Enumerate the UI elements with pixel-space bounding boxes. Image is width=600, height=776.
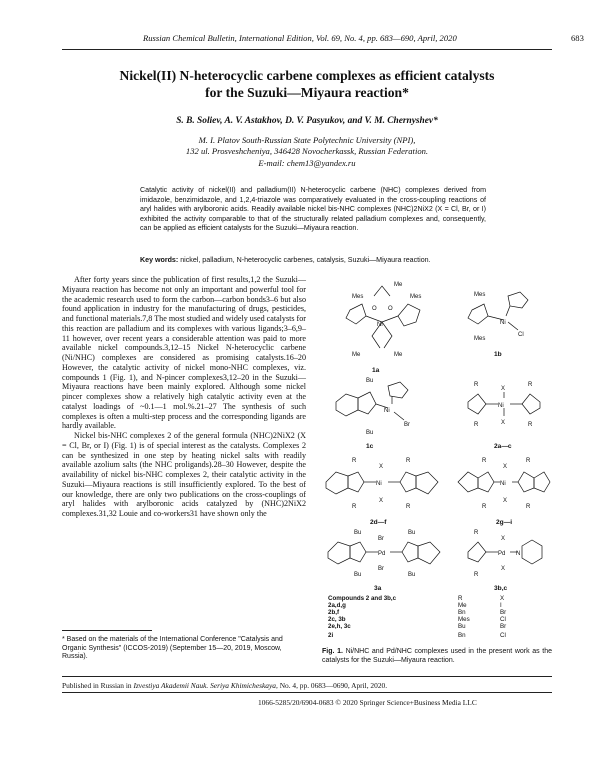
2g-ni: Ni bbox=[500, 481, 506, 487]
table-cell: Bu bbox=[458, 623, 466, 630]
table-cell: Cl bbox=[500, 616, 506, 623]
3a-br-top: Br bbox=[378, 536, 384, 542]
caption-text: Ni/NHC and Pd/NHC complexes used in the present work as the catalysts for the Suzuki—Miyaura reaction. bbox=[322, 648, 553, 664]
keywords-label: Key words: bbox=[140, 256, 179, 264]
table-header-r: R bbox=[458, 595, 463, 602]
3a-bu-3: Bu bbox=[354, 572, 362, 578]
1c-ni: Ni bbox=[384, 408, 390, 414]
table-cell: Mes bbox=[458, 616, 470, 623]
structure-1a bbox=[346, 282, 421, 374]
3a-br-bottom: Br bbox=[378, 566, 384, 572]
structure-2g-i bbox=[458, 458, 550, 526]
table-row: 2a,d,g bbox=[328, 602, 346, 609]
2g-r-2: R bbox=[526, 458, 531, 464]
table-cell: Br bbox=[500, 623, 507, 630]
affiliation-line-1: M. I. Platov South-Russian State Polytechnic University (NPI), bbox=[198, 135, 416, 145]
issue-info: No. 4, pp. 0683—0690, April, 2020. bbox=[279, 681, 388, 690]
2a-r-3: R bbox=[474, 422, 479, 428]
structure-1b bbox=[468, 292, 528, 358]
1c-br: Br bbox=[404, 422, 410, 428]
3b-x-bottom: X bbox=[501, 566, 506, 572]
label-2a-c: 2a—c bbox=[494, 443, 512, 450]
1a-ni: Ni bbox=[377, 322, 383, 328]
figure-caption bbox=[322, 647, 552, 665]
2a-r-1: R bbox=[474, 382, 479, 388]
structure-3bc bbox=[468, 530, 542, 592]
3b-r-2: R bbox=[474, 572, 479, 578]
3a-bu-2: Bu bbox=[408, 530, 416, 536]
2d-r-2: R bbox=[406, 458, 411, 464]
2g-x-bottom: X bbox=[503, 498, 508, 504]
footnote-rule bbox=[62, 630, 152, 631]
1b-mes-bottom: Mes bbox=[474, 336, 486, 342]
1b-ni: Ni bbox=[500, 320, 506, 326]
label-3bc: 3b,c bbox=[494, 585, 508, 592]
label-1b: 1b bbox=[494, 351, 502, 358]
structure-3a bbox=[328, 530, 440, 592]
2d-x-top: X bbox=[379, 464, 384, 470]
affiliation-line-2: 132 ul. Prosveshcheniya, 346428 Novocherkassk, Russian Federation. bbox=[185, 146, 429, 157]
table-cell: I bbox=[500, 602, 502, 609]
table-header-compounds: Compounds 2 and 3b,c bbox=[328, 595, 397, 602]
table-row-last bbox=[328, 632, 506, 639]
2d-r-3: R bbox=[352, 504, 357, 510]
2d-r-4: R bbox=[406, 504, 411, 510]
2a-r-4: R bbox=[528, 422, 533, 428]
label-2g-i: 2g—i bbox=[496, 519, 513, 526]
2a-ni: Ni bbox=[498, 403, 504, 409]
author-list: S. B. Soliev, A. V. Astakhov, D. V. Pasyukov, and V. M. Chernyshev* bbox=[176, 116, 438, 126]
structure-2a-c bbox=[468, 382, 540, 450]
1c-bu-top: Bu bbox=[366, 378, 374, 384]
2d-ni: Ni bbox=[376, 481, 382, 487]
title-line-2: for the Suzuki—Miyaura reaction* bbox=[205, 85, 409, 100]
2g-r-1: R bbox=[482, 458, 487, 464]
1a-me-bottom: Me bbox=[394, 352, 403, 358]
figure-1 bbox=[322, 276, 552, 639]
publication-note bbox=[62, 681, 387, 690]
1c-bu-bottom: Bu bbox=[366, 430, 374, 436]
running-header bbox=[0, 33, 600, 47]
1a-mes-left: Mes bbox=[352, 294, 364, 300]
3b-x-top: X bbox=[501, 536, 506, 542]
1a-o-2: O bbox=[388, 306, 393, 312]
1a-o-1: O bbox=[372, 306, 377, 312]
russian-journal: Izvestiya Akademii Nauk. Seriya Khimicheskaya, bbox=[133, 681, 278, 690]
footer-rule bbox=[62, 676, 552, 677]
2d-r-1: R bbox=[352, 458, 357, 464]
2a-x-top: X bbox=[501, 386, 506, 392]
structure-2d-f bbox=[326, 458, 438, 526]
caption-label: Fig. 1. bbox=[322, 648, 343, 655]
label-1c: 1c bbox=[366, 443, 374, 450]
table-cell: Bn bbox=[458, 632, 466, 639]
page-number: 683 bbox=[571, 33, 584, 43]
issn-line: 1066-5285/20/6904-0683 © 2020 Springer Science+Business Media LLC bbox=[258, 698, 477, 707]
footnote: * Based on the materials of the International Conference "Catalysis and Organic Synthesis" (ICCOS-2019) (September 15—20, 2019, Moscow, Russia). bbox=[62, 636, 283, 661]
header-journal: Russian Chemical Bulletin, International Edition, Vol. 69, No. 4, pp. 683—690, April, 2020 bbox=[143, 33, 457, 43]
article-title bbox=[62, 67, 552, 101]
table-header-x: X bbox=[500, 595, 505, 602]
2d-x-bottom: X bbox=[379, 498, 384, 504]
1a-me-left: Me bbox=[352, 352, 361, 358]
table-row: 2b,f bbox=[328, 609, 340, 616]
3b-pd: Pd bbox=[498, 551, 506, 557]
table-row: 2c, 3b bbox=[328, 616, 346, 623]
1a-mes-right: Mes bbox=[410, 294, 422, 300]
affiliation bbox=[62, 135, 552, 169]
2g-r-3: R bbox=[482, 504, 487, 510]
substituent-table bbox=[328, 595, 506, 630]
body-paragraph-2: Nickel bis-NHC complexes 2 of the general formula (NHC)2NiX2 (X = Cl, Br, or I) (Fig. 1) is of special interest as the catalysts. Complexes 2 can be synthesized in one step by heating nickel salts with readily available azolium salts (the NHC proligands).28–30 However, despite the availability of nickel bis-NHC complexes 2, their catalytic activity in the Suzuki—Miyaura reactions is still insufficiently explored. To the best of our knowledge, there are only two publications on the cross-couplings of aryl halides with arylboronic acids catalyzed by (NHC)2NiX2 complexes.31,32 Louie and co-workers31 have shown only the bbox=[62, 431, 306, 518]
label-2d-f: 2d—f bbox=[370, 519, 387, 526]
1b-cl: Cl bbox=[518, 332, 524, 338]
affiliation-email: E-mail: chem13@yandex.ru bbox=[258, 157, 356, 168]
table-cell: Bn bbox=[458, 609, 466, 616]
structure-1c bbox=[336, 378, 410, 450]
body-column-left bbox=[62, 275, 306, 519]
2g-r-4: R bbox=[526, 504, 531, 510]
keywords-text: nickel, palladium, N-heterocyclic carbenes, catalysis, Suzuki—Miyaura reaction. bbox=[180, 256, 431, 264]
table-row: 2i bbox=[328, 632, 334, 639]
published-prefix: Published in Russian in bbox=[62, 681, 132, 690]
1b-mes-top: Mes bbox=[474, 292, 486, 298]
3a-pd: Pd bbox=[378, 551, 386, 557]
structures-figure bbox=[322, 276, 552, 632]
table-cell: Br bbox=[500, 609, 507, 616]
abstract: Catalytic activity of nickel(II) and palladium(II) N-heterocyclic carbene (NHC) complexes derived from imidazole, benzimidazole, and 1,2,4-triazole was comparatively evaluated in the cross-coupling reactions of aryl halides with arylboronic acids. Readily available nickel bis-NHC complexes (NHC)2NiX2 (X = Cl, Br, or I) exhibited the activity comparable to that of the structurally related palladium complexes and, consequently, can be applied as efficient catalysts for the Suzuki—Miyaura reaction. bbox=[140, 186, 486, 233]
label-3a: 3a bbox=[374, 585, 382, 592]
3a-bu-1: Bu bbox=[354, 530, 362, 536]
2a-r-2: R bbox=[528, 382, 533, 388]
2a-x-bottom: X bbox=[501, 420, 506, 426]
keywords bbox=[140, 256, 486, 264]
1a-me-top: Me bbox=[394, 282, 403, 288]
body-paragraph-1: After forty years since the publication of first results,1,2 the Suzuki—Miyaura reaction has become not only an important and powerful tool for the academic research used to form the carbon—carbon bonds3–6 but also found application in industry for the manufacturing of drugs, pesticides, and functional materials.7,8 The most studied and widely used catalysts for this reaction are palladium and its complexes with various ligands;3–6,9–11 however, over recent years a considerable attention was paid to more available nickel compounds.3,12–15 Nickel N-heterocyclic carbene (Ni/NHC) complexes are considered as promising catalysts.16–20 However, the catalytic activity of nickel mono-NHC complexes, viz. compounds 1 (Fig. 1), and N-pincer complexes3,12–20 in the Suzuki—Miyaura reactions have been mainly explored. Although some nickel pincer complexes show a relatively high catalytic activity even at the catalyst loadings of ~0.1—1 mol.%.21–27 The synthesis of such complexes is often a multi-step process and the corresponding ligands are hardly available. bbox=[62, 275, 306, 431]
table-cell: Me bbox=[458, 602, 467, 609]
3b-r-1: R bbox=[474, 530, 479, 536]
header-rule bbox=[62, 49, 552, 50]
3a-bu-4: Bu bbox=[408, 572, 416, 578]
2g-x-top: X bbox=[503, 464, 508, 470]
label-1a: 1a bbox=[372, 367, 380, 374]
table-cell: Cl bbox=[500, 632, 506, 639]
table-row: 2e,h, 3c bbox=[328, 623, 351, 630]
issn-rule bbox=[62, 692, 552, 693]
title-line-1: Nickel(II) N-heterocyclic carbene complexes as efficient catalysts bbox=[119, 68, 495, 83]
3b-n: N bbox=[516, 551, 521, 557]
